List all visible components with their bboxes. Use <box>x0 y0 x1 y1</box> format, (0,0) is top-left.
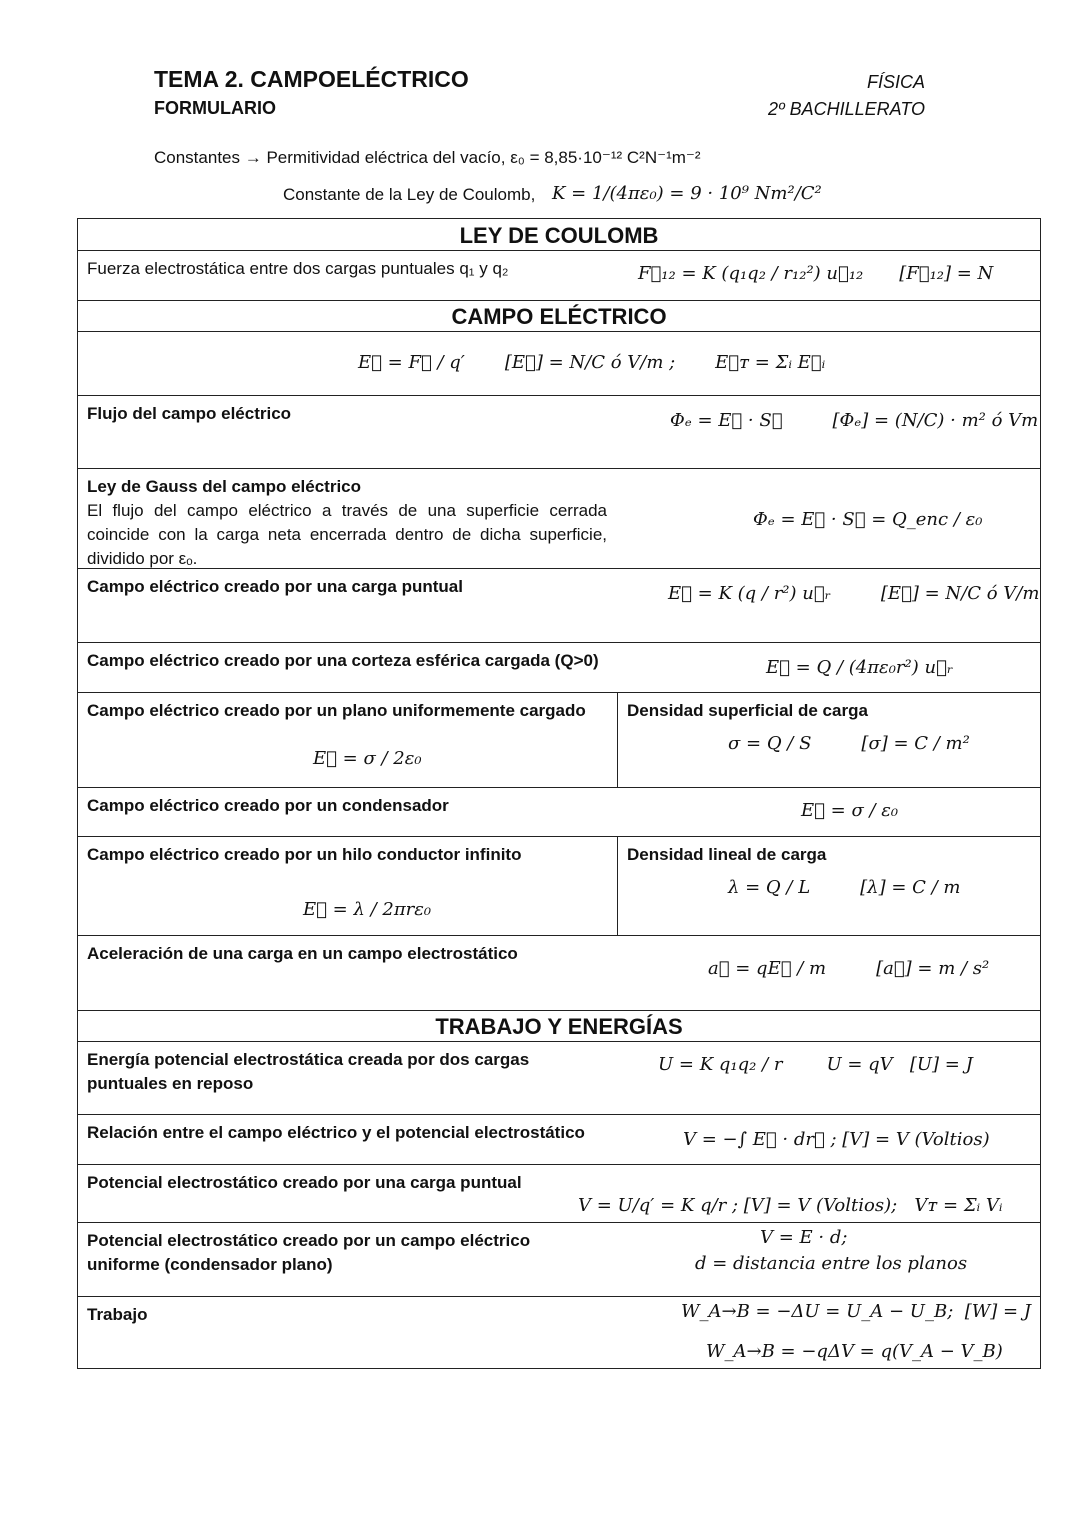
row-hilo <box>77 836 1041 936</box>
row-label: Aceleración de una carga en un campo electrostático <box>87 944 518 963</box>
formula-units: [a⃗] = m / s² <box>876 958 990 979</box>
row-coulomb <box>77 250 1041 301</box>
formula-units: [λ] = C / m <box>860 877 961 898</box>
constants-line-2: Constante de la Ley de Coulomb, <box>283 185 536 204</box>
row-label: Fuerza electrostática entre dos cargas puntuales q₁ y q₂ <box>87 259 509 278</box>
row-corteza <box>77 642 1041 693</box>
formula: F⃗₁₂ = K (q₁q₂ / r₁₂²) u⃗₁₂ <box>638 263 864 284</box>
formula-group <box>358 352 825 373</box>
formula-units: [E⃗] = N/C ó V/m <box>880 583 1040 604</box>
doc-title: TEMA 2. CAMPOELÉCTRICO <box>154 66 469 92</box>
formula-group <box>708 958 989 979</box>
section-trabajo-energias: TRABAJO Y ENERGÍAS <box>77 1010 1041 1042</box>
row-label: Trabajo <box>87 1305 148 1324</box>
formula: Φₑ = E⃗ · S⃗ = Q_enc / ε₀ <box>753 509 983 530</box>
coulomb-constant-formula: K = 1/(4πε₀) = 9 · 10⁹ Nm²/C² <box>552 183 822 204</box>
row-aceleracion <box>77 935 1041 1011</box>
formula-units: [Φₑ] = (N/C) · m² ó Vm <box>832 410 1039 431</box>
row-label-2: Densidad superficial de carga <box>627 701 868 720</box>
formula: a⃗ = qE⃗ / m <box>708 958 827 979</box>
formula-2: λ = Q / L <box>728 877 811 898</box>
formula-group <box>670 410 1038 431</box>
formula: V = U/q′ = K q/r ; [V] = V (Voltios); Vᴛ = Σᵢ Vᵢ <box>578 1195 1003 1216</box>
row-label-2: Densidad lineal de carga <box>627 845 827 864</box>
row-plano <box>77 692 1041 788</box>
formula: E⃗ = σ / 2ε₀ <box>313 748 422 769</box>
row-label: Potencial electrostático creado por un campo eléctrico uniforme (condensador plano) <box>87 1231 531 1274</box>
formula: V = E · d; <box>760 1227 848 1248</box>
row-condensador <box>77 787 1041 837</box>
row-label: Campo eléctrico creado por una carga puntual <box>87 577 463 596</box>
section-campo-electrico: CAMPO ELÉCTRICO <box>77 300 1041 332</box>
row-energia <box>77 1041 1041 1115</box>
formula-units: [F⃗₁₂] = N <box>899 263 994 284</box>
row-label: Campo eléctrico creado por una corteza esférica cargada (Q>0) <box>87 651 599 670</box>
row-label: Ley de Gauss del campo eléctrico <box>87 477 362 496</box>
row-label: Flujo del campo eléctrico <box>87 404 292 423</box>
formula-group <box>728 733 970 754</box>
row-label: Campo eléctrico creado por un plano uniformemente cargado <box>87 701 586 720</box>
row-trabajo <box>77 1296 1041 1369</box>
row-potencial-puntual <box>77 1164 1041 1223</box>
row-campo-definicion <box>77 331 1041 396</box>
course: 2º BACHILLERATO <box>768 99 925 119</box>
row-relacion <box>77 1114 1041 1165</box>
formula-group <box>658 1054 973 1075</box>
formula: E⃗ = F⃗ / q′ <box>358 352 465 373</box>
doc-subtitle: FORMULARIO <box>154 98 276 118</box>
row-label: Campo eléctrico creado por un hilo conductor infinito <box>87 845 522 864</box>
formula-2: W_A→B = −qΔV = q(V_A − V_B) <box>706 1341 1003 1362</box>
formula-2: d = distancia entre los planos <box>695 1253 968 1274</box>
row-carga-puntual <box>77 568 1041 643</box>
formula: E⃗ = σ / ε₀ <box>801 800 899 821</box>
row-label: Potencial electrostático creado por una carga puntual <box>87 1173 522 1192</box>
formula: W_A→B = −ΔU = U_A − U_B; [W] = J <box>681 1301 1031 1322</box>
formula-group <box>728 877 960 898</box>
column-divider <box>617 837 618 935</box>
formula: V = −∫ E⃗ · dr⃗ ; [V] = V (Voltios) <box>683 1129 990 1150</box>
formula-sum: E⃗ᴛ = Σᵢ E⃗ᵢ <box>715 352 826 373</box>
formula-group <box>638 263 993 284</box>
constants-line-1: Constantes → Permitividad eléctrica del vacío, ε₀ = 8,85·10⁻¹² C²N⁻¹m⁻² <box>154 148 701 167</box>
formula-2: σ = Q / S <box>728 733 812 754</box>
row-potencial-uniforme <box>77 1222 1041 1297</box>
formula: E⃗ = K (q / r²) u⃗ᵣ <box>668 583 831 604</box>
formula: U = K q₁q₂ / r <box>658 1054 783 1075</box>
formula: Φₑ = E⃗ · S⃗ <box>670 410 783 431</box>
gauss-description: El flujo del campo eléctrico a través de una superficie cerrada coincide con la carga neta encerrada dentro de dicha superficie, dividido por εₒ. <box>87 501 607 568</box>
formula-group <box>668 583 1039 604</box>
column-divider <box>617 693 618 787</box>
formula: E⃗ = λ / 2πrε₀ <box>303 899 432 920</box>
row-label: Campo eléctrico creado por un condensador <box>87 796 449 815</box>
row-gauss <box>77 468 1041 569</box>
row-label: Energía potencial electrostática creada por dos cargas puntuales en reposo <box>87 1050 530 1093</box>
formula: E⃗ = Q / (4πε₀r²) u⃗ᵣ <box>766 657 954 678</box>
formula-2: U = qV [U] = J <box>826 1054 973 1075</box>
formula-units: [σ] = C / m² <box>861 733 970 754</box>
subject: FÍSICA <box>866 72 925 92</box>
row-flujo <box>77 395 1041 469</box>
row-label: Relación entre el campo eléctrico y el potencial electrostático <box>87 1123 585 1142</box>
formula-units: [E⃗] = N/C ó V/m ; <box>504 352 676 373</box>
section-ley-de-coulomb: LEY DE COULOMB <box>77 218 1041 251</box>
